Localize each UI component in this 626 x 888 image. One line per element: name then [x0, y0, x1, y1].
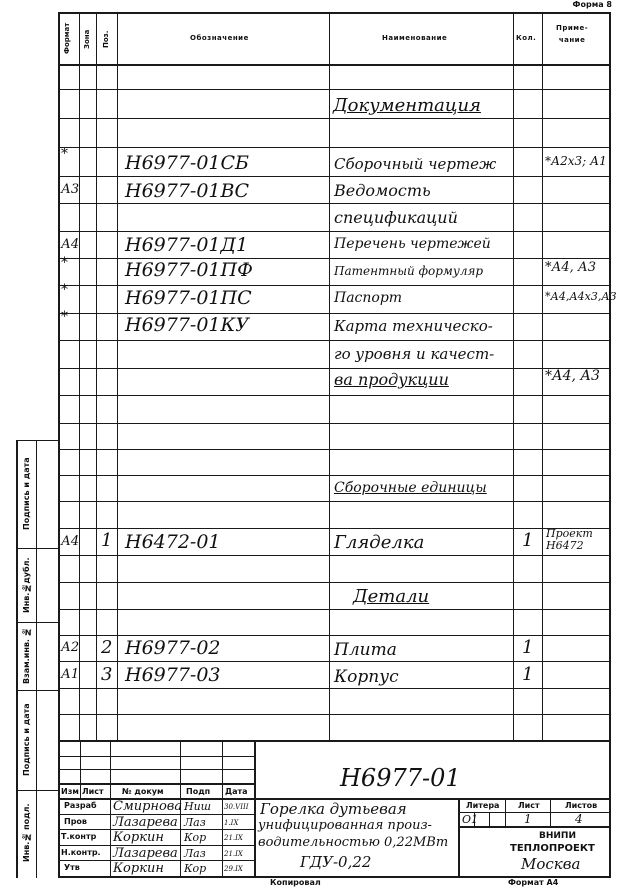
row-name: Карта техническо- — [334, 317, 493, 335]
col-div-name — [513, 12, 514, 740]
tb-date: 29.IX — [224, 865, 243, 873]
side-sig-date-bottom: Подпись и дата — [22, 703, 31, 777]
tb-header-dokum: № докум — [122, 787, 164, 796]
row-note: *А2х3; А1 — [545, 154, 607, 168]
tb-role: Утв — [64, 863, 80, 872]
table-bottom — [58, 740, 611, 742]
tb-header-podp: Подп — [186, 787, 211, 796]
tb-signature: Лаз — [184, 816, 206, 829]
tb-date: 21.IX — [224, 850, 243, 858]
row-designation: Н6977-01КУ — [125, 314, 249, 336]
tb-header-data: Дата — [225, 787, 248, 796]
header-note: Приме- чание — [556, 24, 589, 44]
row-format: А4 — [61, 237, 80, 252]
tb-signature: Кор — [184, 862, 207, 875]
row-qty: 1 — [522, 664, 534, 685]
litera-value: О1 — [462, 813, 479, 826]
row-designation: Н6977-01Д1 — [125, 234, 249, 256]
list-value: 1 — [524, 812, 532, 826]
tb-signature: Hиш — [184, 800, 212, 813]
row-name: Сборочный чертеж — [334, 155, 497, 173]
row-designation: Н6977-03 — [125, 664, 221, 686]
row-designation: Н6472-01 — [125, 531, 221, 553]
col-div-pos — [117, 12, 118, 740]
frame-left — [58, 12, 60, 878]
row-name: Плита — [334, 640, 397, 660]
row-designation: Н6977-01СБ — [125, 152, 250, 174]
col-div-designation — [329, 12, 330, 740]
tb-date: 30.VIII — [224, 803, 249, 811]
row-format: А1 — [61, 667, 80, 682]
row-pos: 2 — [101, 637, 113, 658]
header-pos: Поз. — [102, 30, 110, 48]
footer-format: Формат А4 — [508, 878, 559, 887]
org-line: ТЕПЛОПРОЕКТ — [510, 843, 595, 854]
org-city: Москва — [521, 855, 581, 873]
listov-value: 4 — [575, 812, 583, 826]
row-format: А4 — [61, 534, 80, 549]
side-inv-podl: Инв.№ подл. — [22, 803, 31, 863]
header-qty: Кол. — [516, 34, 537, 42]
row-designation: Н6977-02 — [125, 637, 221, 659]
row-designation: Н6977-01ВС — [125, 180, 250, 202]
tb-signature: Кор — [184, 831, 207, 844]
header-name: Наименование — [382, 34, 448, 42]
side-sig-date-top: Подпись и дата — [22, 457, 31, 531]
product-title-line: ГДУ-0,22 — [300, 853, 372, 871]
row-name: Патентный формуляр — [334, 264, 484, 278]
row-name: спецификаций — [334, 208, 458, 227]
row-name: Гляделка — [334, 532, 425, 553]
tb-role: Т.контр — [61, 832, 97, 841]
col-div-format — [79, 12, 80, 740]
doc-number: Н6977-01 — [340, 764, 461, 792]
row-qty: 1 — [522, 637, 534, 658]
col-div-zone — [96, 12, 97, 740]
form-label: Форма 8 — [572, 0, 612, 9]
tb-date: 1.IX — [224, 819, 239, 827]
row-designation: Н6977-01ПС — [125, 287, 252, 309]
tb-signature: Лаз — [184, 847, 206, 860]
tb-person-name: Коркин — [113, 861, 164, 876]
row-format: * — [61, 309, 68, 325]
section-details: Детали — [353, 586, 430, 607]
product-title-line: унифицированная произ- — [258, 818, 432, 833]
row-name: ва продукции — [334, 370, 449, 389]
header-zone: Зона — [83, 29, 91, 49]
header-bottom — [58, 64, 611, 66]
tb-role: Разраб — [64, 801, 97, 810]
frame-top — [58, 12, 611, 14]
row-name: Паспорт — [334, 290, 403, 306]
tb-person-name: Смирнова — [113, 799, 183, 814]
tb-header-izm: Изм — [61, 787, 79, 796]
listov-label: Листов — [565, 801, 598, 810]
tb-role: Пров — [64, 817, 87, 826]
row-format: А3 — [61, 182, 80, 197]
row-format: * — [61, 255, 68, 271]
row-format: * — [61, 146, 68, 162]
litera-label: Литера — [466, 801, 500, 810]
tb-role: Н.контр. — [61, 848, 101, 857]
row-name: го уровня и качест- — [334, 345, 495, 363]
row-designation: Н6977-01ПФ — [125, 259, 253, 281]
row-name: Корпус — [334, 667, 399, 687]
row-note: *А4, А3 — [545, 368, 600, 384]
tb-header-list: Лист — [82, 787, 104, 796]
row-note: *А4, А3 — [545, 260, 596, 275]
row-format: А2 — [61, 640, 80, 655]
section-assemblies: Сборочные единицы — [334, 480, 487, 496]
row-qty: 1 — [522, 530, 534, 551]
list-label: Лист — [518, 801, 540, 810]
tb-person-name: Лазарева — [113, 846, 178, 861]
header-format: Формат — [63, 22, 71, 54]
tb-date: 21.IX — [224, 834, 243, 842]
row-pos: 3 — [101, 664, 113, 685]
side-inv-dubl: Инв.№дубл. — [22, 557, 31, 613]
frame-right — [609, 12, 611, 878]
tb-person-name: Коркин — [113, 830, 164, 845]
product-title-line: водительностью 0,22МВт — [258, 835, 449, 850]
row-pos: 1 — [101, 530, 113, 551]
row-name: Перечень чертежей — [334, 236, 491, 252]
footer-copied: Копировал — [270, 878, 321, 887]
tb-person-name: Лазарева — [113, 815, 178, 830]
header-designation: Обозначение — [190, 34, 249, 42]
product-title-line: Горелка дутьевая — [260, 800, 407, 818]
org-line: ВНИПИ — [539, 831, 576, 841]
row-format: * — [61, 282, 68, 298]
row-note: Проект Н6472 — [546, 527, 593, 552]
row-note: *А4,А4х3,А3 — [545, 290, 617, 303]
section-documentation: Документация — [333, 95, 481, 116]
side-vzam-inv: Взам.инв. № — [22, 627, 31, 685]
col-div-qty — [542, 12, 543, 740]
row-name: Ведомость — [334, 181, 431, 200]
